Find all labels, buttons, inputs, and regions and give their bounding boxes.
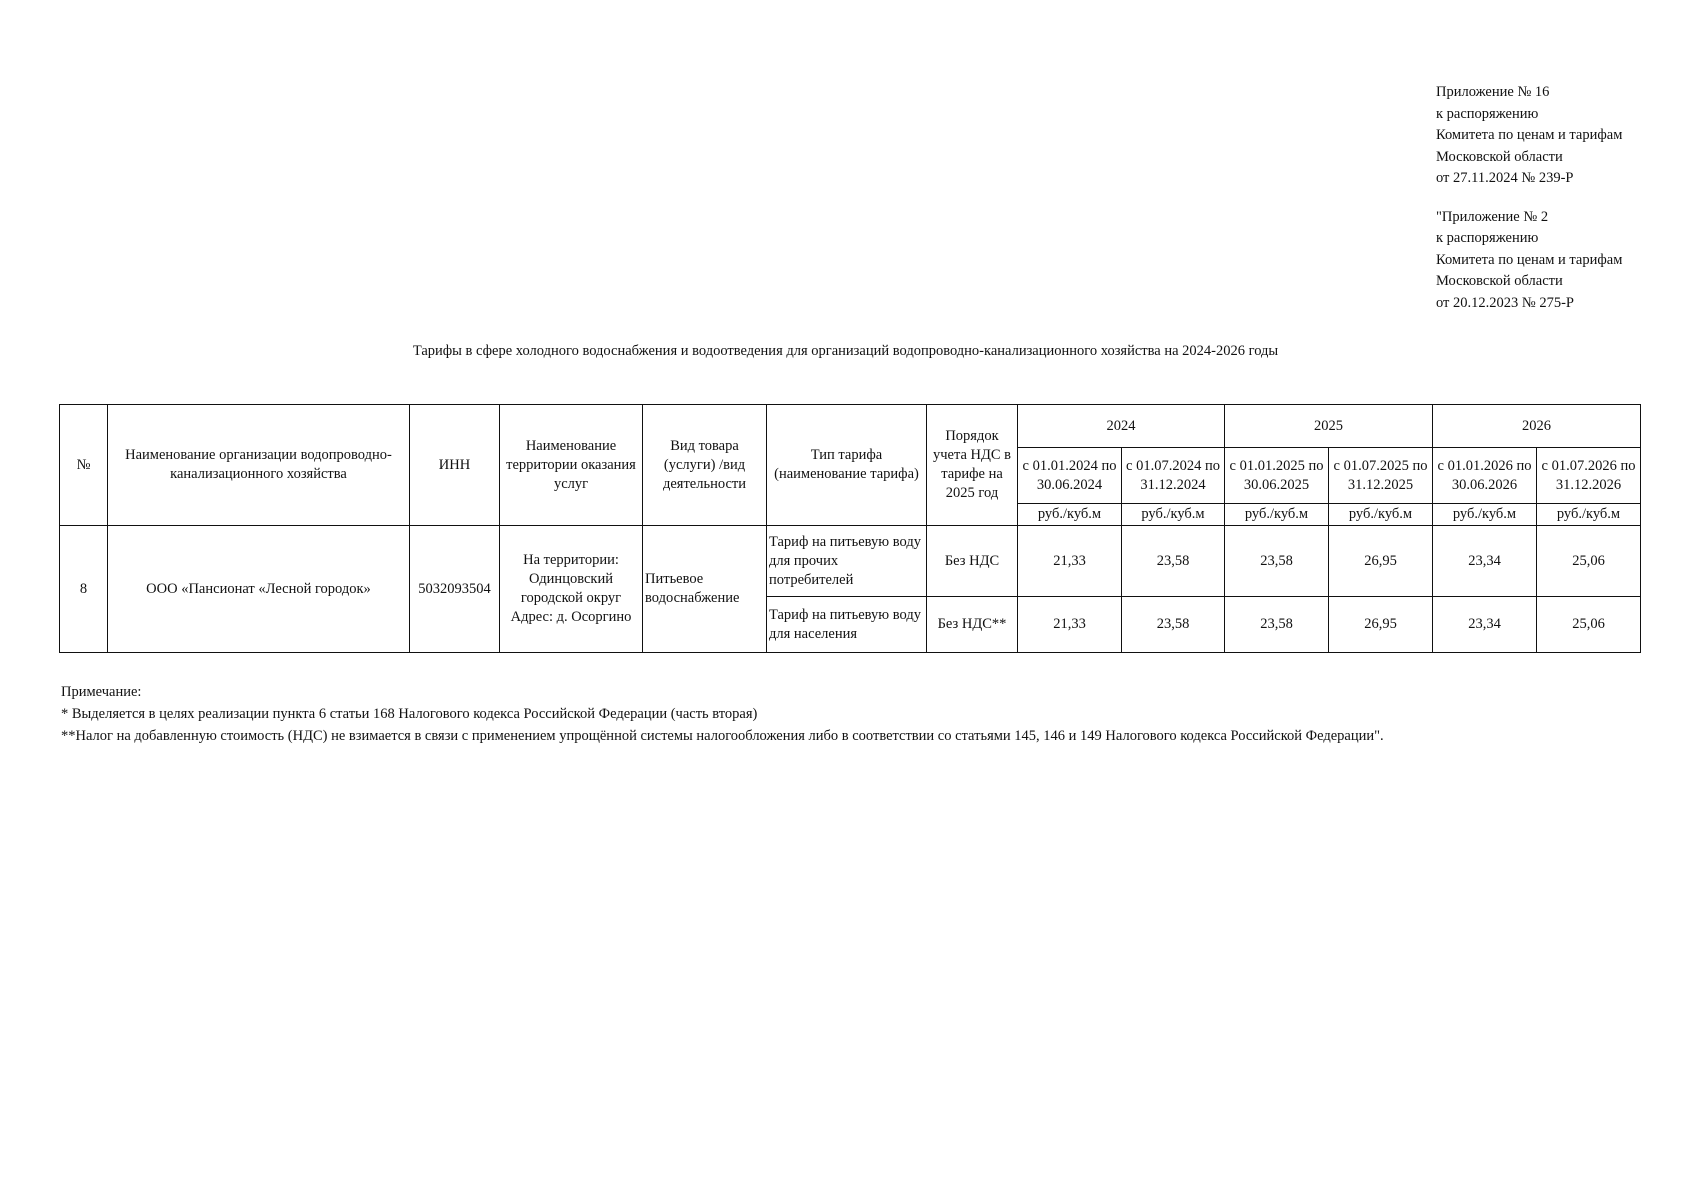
header-period: с 01.07.2026 по 31.12.2026 <box>1537 448 1641 504</box>
cell-vat: Без НДС** <box>927 597 1018 653</box>
appendix-line: к распоряжению <box>1436 105 1539 122</box>
appendix-line: от 20.12.2023 № 275-Р <box>1436 294 1574 311</box>
header-period: с 01.01.2026 по 30.06.2026 <box>1433 448 1537 504</box>
cell-value: 23,58 <box>1225 526 1329 597</box>
appendix-line: от 27.11.2024 № 239-Р <box>1436 170 1574 186</box>
header-tariff-type: Тип тарифа (наименование тарифа) <box>767 405 927 526</box>
header-num: № <box>60 405 108 526</box>
cell-value: 21,33 <box>1018 526 1122 597</box>
note-item: * Выделяется в целях реализации пункта 6 статьи 168 Налогового кодекса Российской Федерации (часть вторая) <box>61 706 758 722</box>
cell-vat: Без НДС <box>927 526 1018 597</box>
header-period: с 01.01.2025 по 30.06.2025 <box>1225 448 1329 504</box>
header-row-years <box>60 405 1641 448</box>
header-unit: руб./куб.м <box>1225 504 1329 526</box>
cell-value: 25,06 <box>1537 597 1641 653</box>
appendix-line: к распоряжению <box>1436 230 1539 246</box>
header-territory: Наименование территории оказания услуг <box>500 405 643 526</box>
appendix-line: "Приложение № 2 <box>1436 208 1549 225</box>
document-title <box>0 343 1697 360</box>
cell-num: 8 <box>60 526 108 653</box>
header-period: с 01.07.2025 по 31.12.2025 <box>1329 448 1433 504</box>
document-title-text: Тарифы в сфере холодного водоснабжения и водоотведения для организаций водопроводно-канализационного хозяйства на 2024-2026 годы <box>412 343 1279 359</box>
header-year-2026: 2026 <box>1433 405 1641 448</box>
cell-value: 23,58 <box>1225 597 1329 653</box>
cell-territory: На территории: Одинцовский городской округ Адрес: д. Осоргино <box>500 526 643 653</box>
appendix-line: Комитета по ценам и тарифам <box>1436 127 1623 143</box>
header-year-2024: 2024 <box>1018 405 1225 448</box>
cell-value: 25,06 <box>1537 526 1641 597</box>
cell-value: 26,95 <box>1329 526 1433 597</box>
header-goods: Вид товара (услуги) /вид деятельности <box>643 405 767 526</box>
header-vat: Порядок учета НДС в тарифе на 2025 год <box>927 405 1018 526</box>
cell-value: 21,33 <box>1018 597 1122 653</box>
cell-org: ООО «Пансионат «Лесной городок» <box>108 526 410 653</box>
header-org: Наименование организации водопроводно-канализационного хозяйства <box>108 405 410 526</box>
appendix-reference <box>1436 82 1622 314</box>
cell-value: 23,58 <box>1122 597 1225 653</box>
cell-value: 23,34 <box>1433 526 1537 597</box>
cell-value: 26,95 <box>1329 597 1433 653</box>
header-inn: ИНН <box>410 405 500 526</box>
cell-tariff-type: Тариф на питьевую воду для прочих потребителей <box>767 526 927 597</box>
appendix-line: Московской области <box>1436 148 1563 165</box>
header-unit: руб./куб.м <box>1537 504 1641 526</box>
cell-inn: 5032093504 <box>410 526 500 653</box>
appendix-line: Приложение № 16 <box>1436 84 1550 100</box>
header-year-2025: 2025 <box>1225 405 1433 448</box>
cell-goods: Питьевое водоснабжение <box>643 526 767 653</box>
header-unit: руб./куб.м <box>1329 504 1433 526</box>
cell-value: 23,34 <box>1433 597 1537 653</box>
appendix-line: Комитета по ценам и тарифам <box>1436 251 1623 268</box>
tariff-table <box>59 404 1641 653</box>
header-unit: руб./куб.м <box>1433 504 1537 526</box>
notes-heading: Примечание: <box>61 684 142 700</box>
cell-tariff-type: Тариф на питьевую воду для населения <box>767 597 927 653</box>
table-row <box>60 526 1641 597</box>
header-unit: руб./куб.м <box>1122 504 1225 526</box>
note-item: **Налог на добавленную стоимость (НДС) не взимается в связи с применением упрощённой системы налогообложения либо в соответствии со статьями 145, 146 и 149 Налогового кодекса Российской Федерации". <box>61 728 1384 744</box>
appendix-line: Московской области <box>1436 273 1563 289</box>
header-unit: руб./куб.м <box>1018 504 1122 526</box>
header-period: с 01.01.2024 по 30.06.2024 <box>1018 448 1122 504</box>
header-period: с 01.07.2024 по 31.12.2024 <box>1122 448 1225 504</box>
cell-value: 23,58 <box>1122 526 1225 597</box>
notes-section <box>61 681 1384 747</box>
